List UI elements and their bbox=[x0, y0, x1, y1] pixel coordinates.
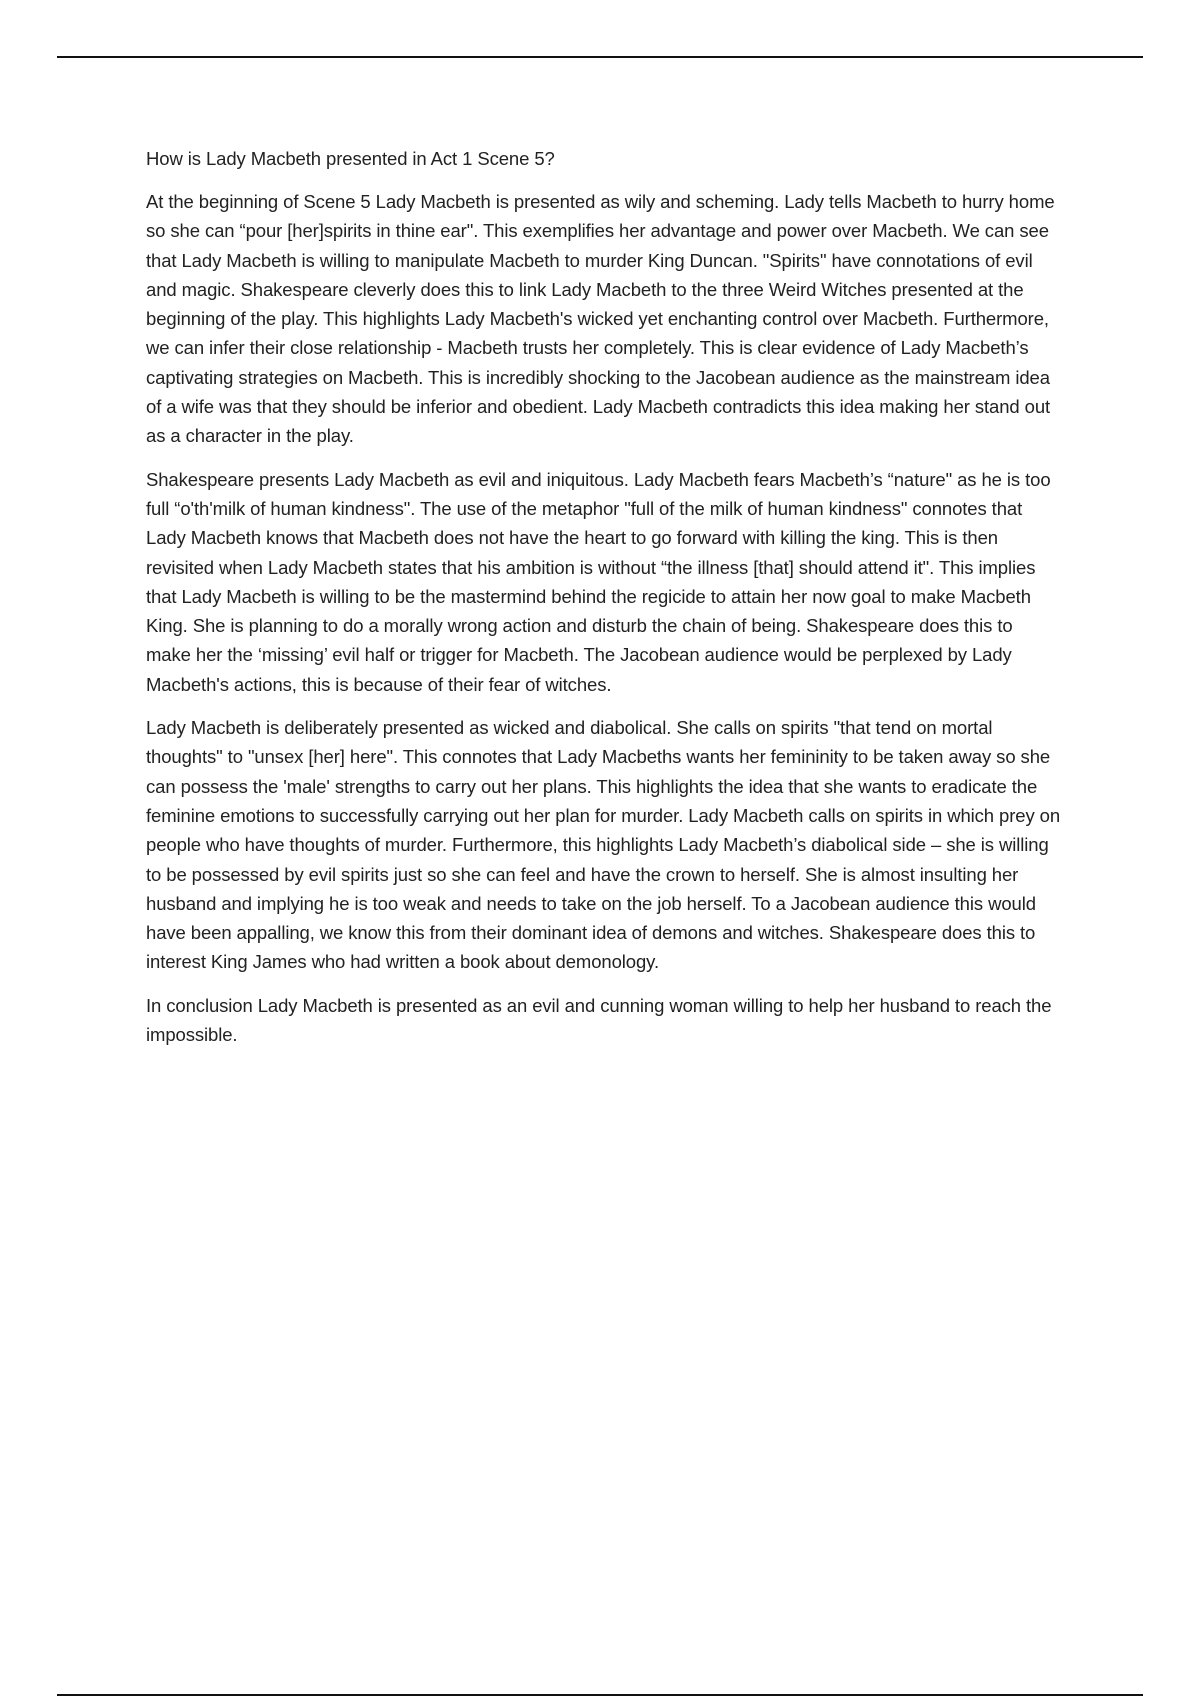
paragraph-conclusion: In conclusion Lady Macbeth is presented as an evil and cunning woman willing to help her husband to reach the impossible. bbox=[146, 994, 1052, 1046]
paragraph-introduction: At the beginning of Scene 5 Lady Macbeth is presented as wily and scheming. Lady tells Macbeth to hurry home so she can “pour [her]spirits in thine ear". This exemplifies her advantage and power over Macbeth. We can see that Lady Macbeth is willing to manipulate Macbeth to murder King Duncan. "Spirits" have connotations of evil and magic. Shakespeare cleverly does this to link Lady Macbeth to the three Weird Witches presented at the beginning of the play. This highlights Lady Macbeth's wicked yet enchanting control over Macbeth. Furthermore, we can infer their close relationship - Macbeth trusts her completely. This is clear evidence of Lady Macbeth’s captivating strategies on Macbeth. This is incredibly shocking to the Jacobean audience as the mainstream idea of a wife was that they should be inferior and obedient. Lady Macbeth contradicts this idea making her stand out as a character in the play. bbox=[146, 191, 1055, 447]
bottom-rule bbox=[57, 1694, 1143, 1696]
document-body bbox=[146, 145, 1062, 1063]
paragraph-evil-iniquitous: Shakespeare presents Lady Macbeth as evil and iniquitous. Lady Macbeth fears Macbeth’s “nature" as he is too full “o'th'milk of human kindness". The use of the metaphor "full of the milk of human kindness" connotes that Lady Macbeth knows that Macbeth does not have the heart to go forward with killing the king. This is then revisited when Lady Macbeth states that his ambition is without “the illness [that] should attend it". This implies that Lady Macbeth is willing to be the mastermind behind the regicide to attain her now goal to make Macbeth King. She is planning to do a morally wrong action and disturb the chain of being. Shakespeare does this to make her the ‘missing’ evil half or trigger for Macbeth. The Jacobean audience would be perplexed by Lady Macbeth's actions, this is because of their fear of witches. bbox=[146, 468, 1051, 695]
top-rule bbox=[57, 56, 1143, 58]
paragraph-wicked-diabolical: Lady Macbeth is deliberately presented as wicked and diabolical. She calls on spirits "that tend on mortal thoughts" to "unsex [her] here". This connotes that Lady Macbeths wants her femininity to be taken away so she can possess the 'male' strengths to carry out her plans. This highlights the idea that she wants to eradicate the feminine emotions to successfully carrying out her plan for murder. Lady Macbeth calls on spirits in which prey on people who have thoughts of murder. Furthermore, this highlights Lady Macbeth’s diabolical side – she is willing to be possessed by evil spirits just so she can feel and have the crown to herself. She is almost insulting her husband and implying he is too weak and needs to take on the job herself. To a Jacobean audience this would have been appalling, we know this from their dominant idea of demons and witches. Shakespeare does this to interest King James who had written a book about demonology. bbox=[146, 717, 1061, 973]
essay-title: How is Lady Macbeth presented in Act 1 Scene 5? bbox=[146, 148, 555, 169]
